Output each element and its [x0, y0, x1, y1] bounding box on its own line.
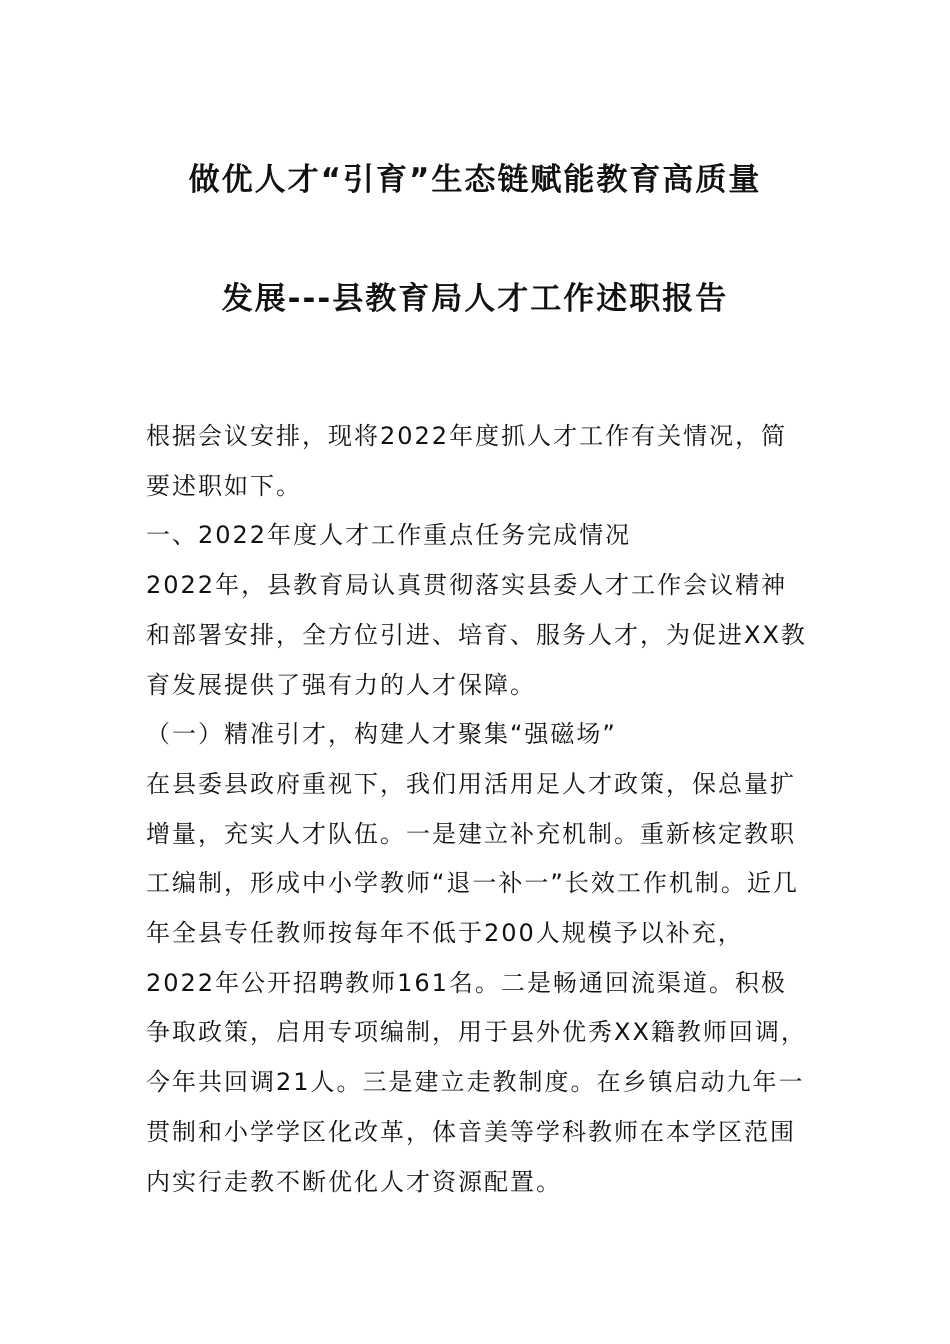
- document-title-line-1: 做优人才“引育”生态链赋能教育高质量: [188, 162, 762, 198]
- paragraph-intro: 根据会议安排，现将2022年度抓人才工作有关情况，简要述职如下。: [146, 422, 788, 500]
- document-body: [146, 412, 808, 1207]
- subsection-heading-1: （一）精准引才，构建人才聚集“强磁场”: [146, 720, 617, 749]
- section-heading-1: 一、2022年度人才工作重点任务完成情况: [146, 521, 632, 550]
- paragraph-talent-recruitment: 在县委县政府重视下，我们用活用足人才政策，保总量扩增量，充实人才队伍。一是建立补充机制。重新核定教职工编制，形成中小学教师“退一补一”长效工作机制。近几年全县专任教师按每年不低于200人规模予以补充，2022年公开招聘教师161名。二是畅通回流渠道。积极争取政策，启用专项编制，用于县外优秀XX籍教师回调，今年共回调21人。三是建立走教制度。在乡镇启动九年一贯制和小学学区化改革，体音美等学科教师在本学区范围内实行走教不断优化人才资源配置。: [146, 769, 807, 1196]
- document-title-line-2: 发展---县教育局人才工作述职报告: [221, 281, 729, 317]
- paragraph-summary: 2022年，县教育局认真贯彻落实县委人才工作会议精神和部署安排，全方位引进、培育、服务人才，为促进XX教育发展提供了强有力的人才保障。: [146, 571, 807, 699]
